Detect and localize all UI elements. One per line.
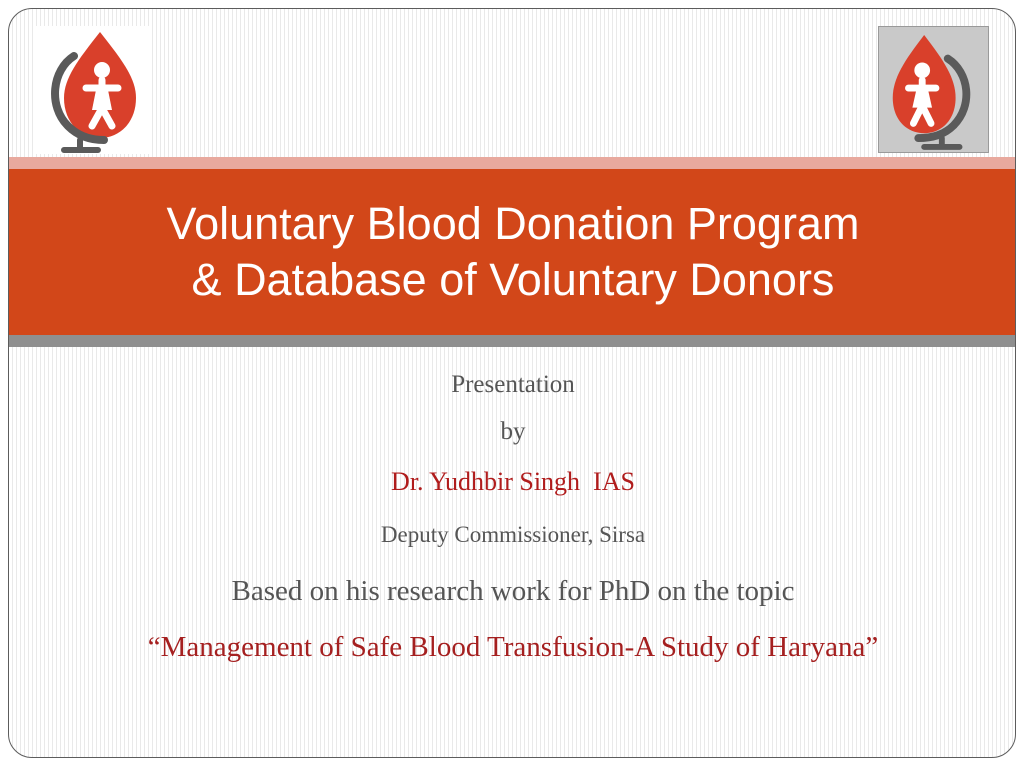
research-basis-text: Based on his research work for PhD on the topic bbox=[231, 575, 795, 607]
blood-drop-donor-logo-icon bbox=[34, 26, 152, 154]
blood-drop-logo-right bbox=[878, 26, 989, 153]
title-band-bottom-stripe bbox=[9, 335, 1016, 347]
presentation-label: Presentation bbox=[451, 371, 575, 398]
blood-drop-donor-logo-icon bbox=[879, 27, 988, 152]
by-label: by bbox=[500, 418, 526, 445]
slide-title-line-2: & Database of Voluntary Donors bbox=[191, 254, 835, 305]
presenter-designation: Deputy Commissioner, Sirsa bbox=[380, 522, 646, 547]
blood-drop-logo-left bbox=[34, 26, 152, 154]
slide-body bbox=[9, 365, 1016, 675]
presenter-name: Dr. Yudhbir Singh IAS bbox=[391, 467, 635, 496]
research-topic: “Management of Safe Blood Transfusion-A Study of Haryana” bbox=[147, 631, 879, 663]
slide-frame bbox=[8, 8, 1016, 758]
title-band-top-stripe bbox=[9, 157, 1016, 169]
slide-title-line-1: Voluntary Blood Donation Program bbox=[166, 198, 860, 249]
title-band bbox=[9, 169, 1016, 335]
